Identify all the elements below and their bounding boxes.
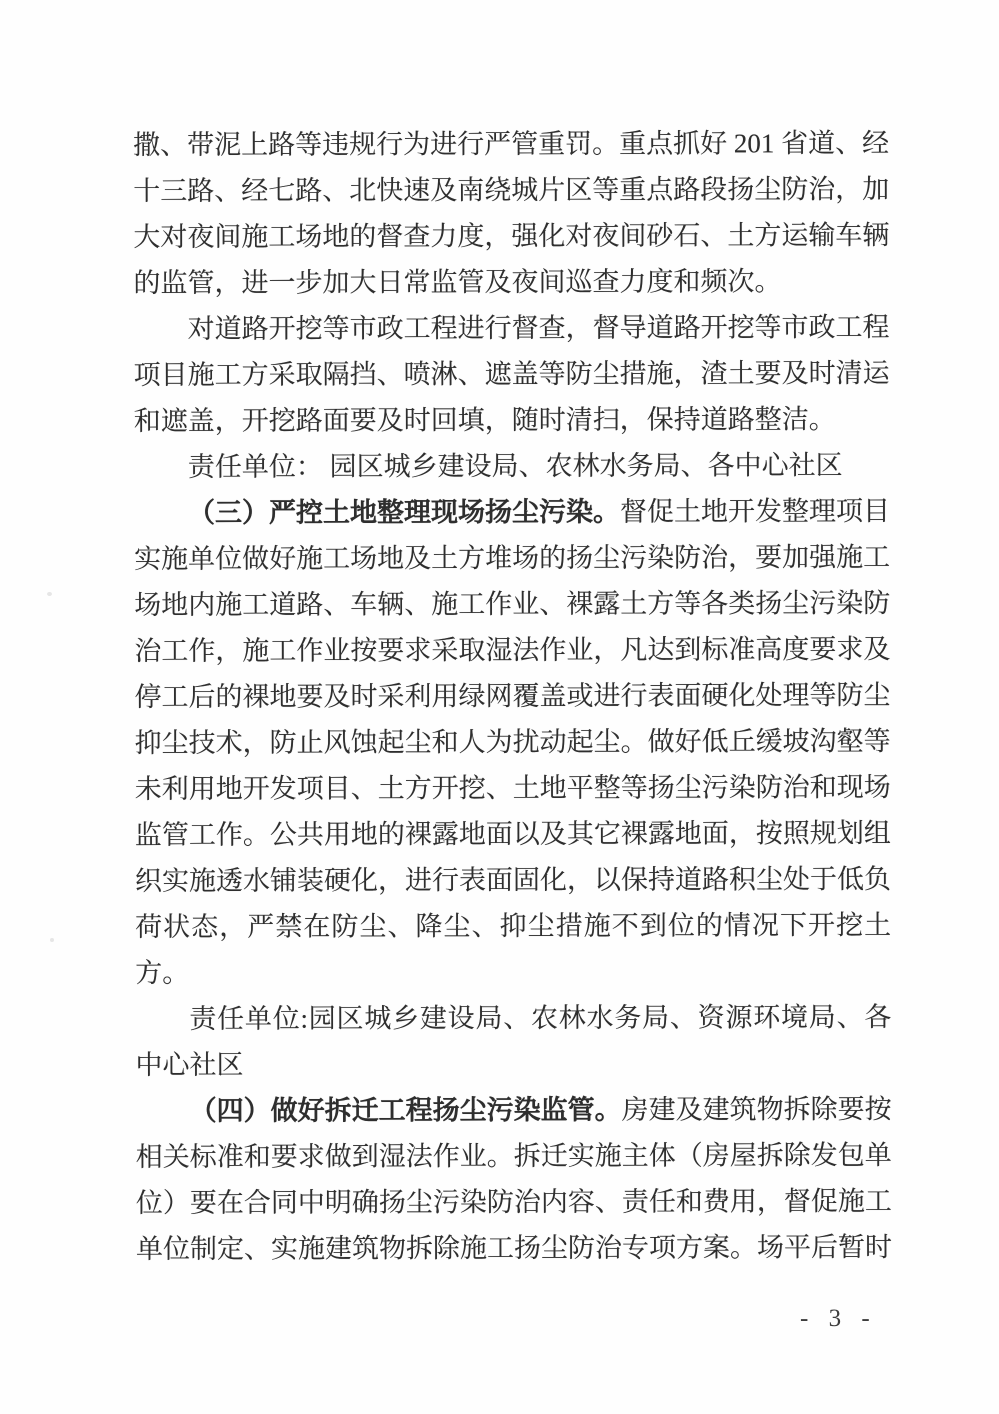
section-4-body-text: 房建及建筑物拆除要按相关标准和要求做到湿法作业。拆迁实施主体（房屋拆除发包单位）要在合同中明确扬尘污染防治内容、责任和费用，督促施工单位制定、实施建筑物拆除施工扬尘防治专项方案。场平后暂时	[135, 1094, 892, 1264]
scan-speck	[47, 592, 52, 596]
paragraph-section-4	[136, 1086, 892, 1272]
section-heading-4: （四）做好拆迁工程扬尘污染监管。	[189, 1094, 622, 1126]
paragraph-road-excavation: 对道路开挖等市政工程进行督查，督导道路开挖等市政工程项目施工方采取隔挡、喷淋、遮盖等防尘措施，渣土要及时清运和遮盖，开挖路面要及时回填，随时清扫，保持道路整洁。	[133, 312, 890, 436]
section-3-body-text: 督促土地开发整理项目实施单位做好施工场地及土方堆场的扬尘污染防治，要加强施工场地内施工道路、车辆、施工作业、裸露土方等各类扬尘污染防治工作，施工作业按要求采取湿法作业，凡达到标准高度要求及停工后的裸地要及时采利用绿网覆盖或进行表面硬化处理等防尘抑尘技术，防止风蚀起尘和人为扰动起尘。做好低丘缓坡沟壑等未利用地开发项目、土方开挖、土地平整等扬尘污染防治和现场监管工作。公共用地的裸露地面以及其它裸露地面，按照规划组织实施透水铺装硬化，进行表面固化，以保持道路积尘处于低负荷状态，严禁在防尘、降尘、抑尘措施不到位的情况下开挖土方。	[134, 496, 892, 988]
responsibility-units-line-2: 责任单位:园区城乡建设局、农林水务局、资源环境局、各中心社区	[135, 1002, 892, 1080]
section-heading-3: （三）严控土地整理现场扬尘污染。	[187, 496, 621, 528]
paragraph-section-3	[134, 488, 891, 996]
document-body	[133, 120, 892, 1272]
paragraph-road-violations: 撒、带泥上路等违规行为进行严管重罚。重点抓好 201 省道、经十三路、经七路、北快速及南绕城片区等重点路段扬尘防治，加大对夜间施工场地的督查力度，强化对夜间砂石、土方运输车辆的监管，进一步加大日常监管及夜间巡查力度和频次。	[133, 128, 890, 298]
scan-speck	[50, 938, 54, 942]
page-number: - 3 -	[800, 1305, 877, 1332]
responsibility-units-line-1: 责任单位： 园区城乡建设局、农林水务局、各中心社区	[187, 450, 843, 482]
